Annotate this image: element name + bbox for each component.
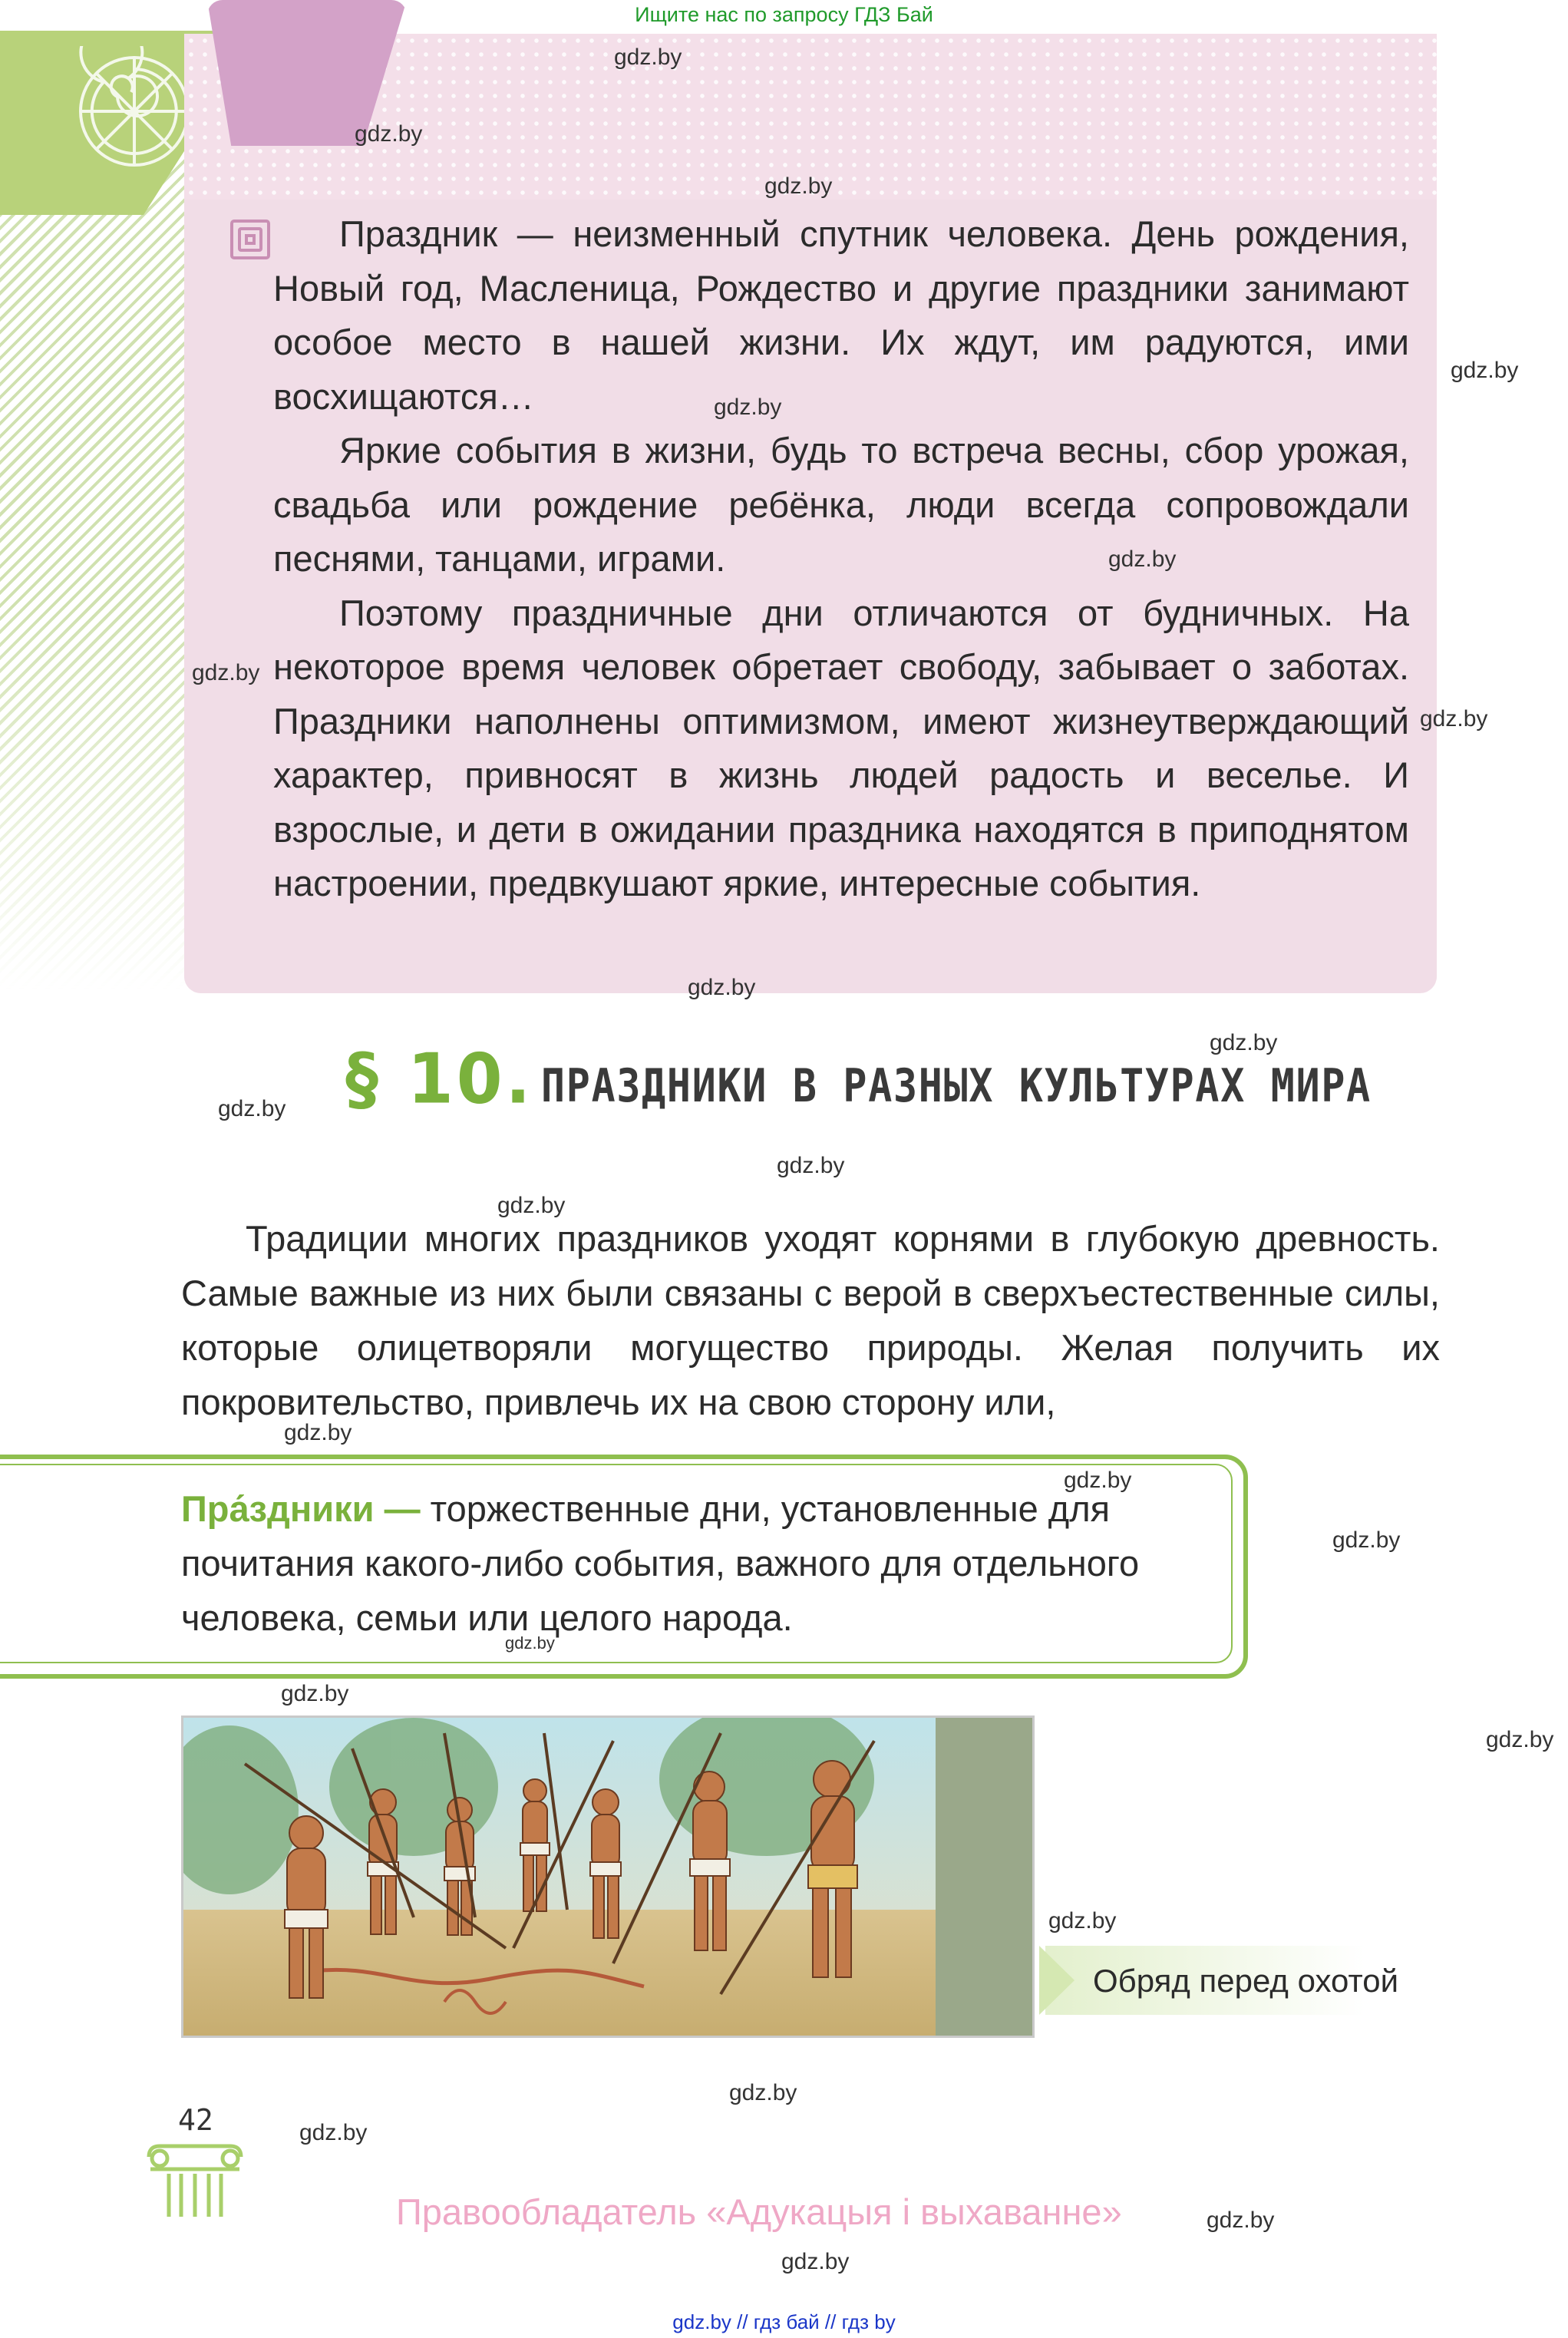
watermark: gdz.by	[1210, 1030, 1278, 1055]
watermark: gdz.by	[355, 121, 423, 147]
definition-dash: —	[374, 1488, 431, 1529]
watermark: gdz.by	[281, 1681, 349, 1706]
watermark: gdz.by	[688, 975, 756, 1000]
watermark: gdz.by	[614, 45, 682, 70]
watermark: gdz.by	[192, 660, 260, 685]
figure-caption: Обряд перед охотой	[1093, 1963, 1399, 1999]
section-number: § 10.	[345, 1039, 534, 1120]
watermark: gdz.by	[1332, 1527, 1401, 1553]
body-paragraph: Традиции многих праздников уходят корнями в глубокую древность. Самые важные из них были связаны с верой в сверхъестественные силы, которые олицетворяли могущество природы. Желая получить их покровительство, привлечь их на свою сторону или,	[181, 1218, 1440, 1422]
watermark: gdz.by	[714, 395, 782, 420]
watermark: gdz.by	[729, 2080, 797, 2105]
watermark: gdz.by	[1207, 2208, 1275, 2233]
watermark: gdz.by	[781, 2249, 850, 2274]
nautilus-shell-icon	[69, 46, 200, 177]
watermark: gdz.by	[1048, 1908, 1117, 1933]
ionic-column-icon	[143, 2142, 247, 2220]
watermark: gdz.by	[284, 1420, 352, 1445]
watermark: gdz.by	[777, 1153, 845, 1178]
copyright-notice: Правообладатель «Адукацыя і выхаванне»	[396, 2191, 1122, 2232]
search-hint[interactable]: Ищите нас по запросу ГДЗ Бай	[635, 3, 933, 26]
watermark: gdz.by	[1486, 1727, 1554, 1752]
watermark: gdz.by	[1420, 706, 1488, 731]
watermark: gdz.by	[1108, 547, 1177, 572]
page-number: 42	[178, 2103, 213, 2137]
watermark: gdz.by	[505, 1633, 555, 1653]
bottom-links[interactable]: gdz.by // гдз бай // гдз by	[672, 2310, 896, 2333]
watermark: gdz.by	[764, 173, 833, 199]
intro-paragraph-3: Поэтому праздничные дни отличаются от будничных. На некоторое время человек обретает свободу, забывает о заботах. Праздники наполнены оптимизмом, имеют жизнеутверждающий характер, привносят в жизнь людей радость и веселье. И взрослые, и дети в ожидании праздника находятся в приподнятом настроении, предвкушают яркие, интересные события.	[273, 592, 1409, 903]
definition-term: Пра́здники	[181, 1488, 375, 1529]
definition-body: торжественные дни, установленные для почитания какого-либо события, важного для отдельного человека, семьи или целого народа.	[181, 1488, 1140, 1638]
intro-paragraph-1: Праздник — неизменный спутник человека. День рождения, Новый год, Масленица, Рождество и другие праздники занимают особое место в нашей жизни. Их ждут, им радуются, ими восхищаются…	[273, 213, 1409, 417]
hunting-ritual-illustration	[181, 1716, 1035, 2038]
intro-text	[273, 207, 1409, 911]
intro-paragraph-2: Яркие события в жизни, будь то встреча весны, сбор урожая, свадьба или рождение ребёнка, люди всегда сопровождали песнями, танцами, играми.	[273, 430, 1409, 579]
section-title: ПРАЗДНИКИ В РАЗНЫХ КУЛЬТУРАХ МИРА	[541, 1059, 1372, 1113]
watermark: gdz.by	[497, 1193, 566, 1218]
spiral-bullet-icon	[227, 216, 273, 263]
watermark: gdz.by	[1451, 358, 1519, 383]
watermark: gdz.by	[1064, 1468, 1132, 1493]
watermark: gdz.by	[218, 1096, 286, 1121]
definition-text	[181, 1481, 1202, 1645]
watermark: gdz.by	[299, 2120, 368, 2145]
section-heading	[345, 1041, 1507, 1118]
